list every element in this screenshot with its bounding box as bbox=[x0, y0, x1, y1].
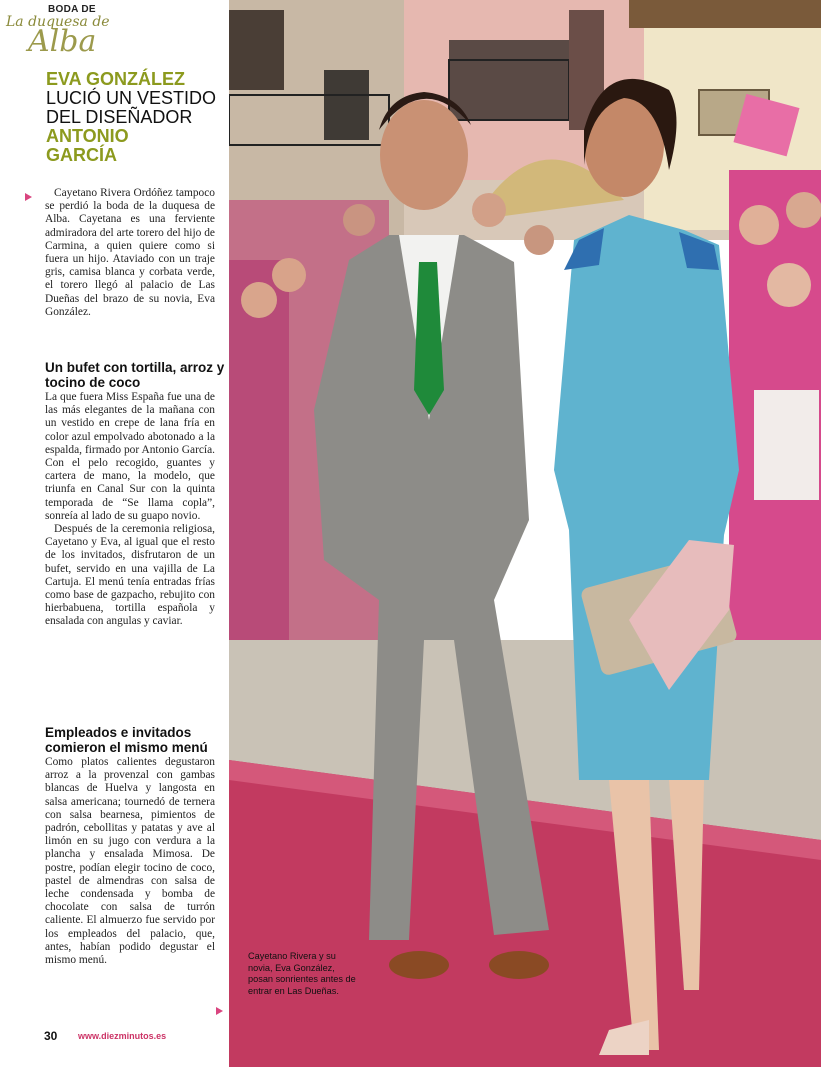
headline-line-5: GARCÍA bbox=[46, 145, 117, 165]
kicker-line-3: Alba bbox=[28, 24, 97, 59]
kicker-line-1: BODA DE bbox=[48, 4, 96, 15]
headline-line-4: ANTONIO bbox=[46, 126, 129, 146]
photo-illustration bbox=[229, 0, 821, 1067]
section2-body bbox=[45, 756, 215, 967]
kicker-line-2: La duquesa de bbox=[6, 14, 110, 30]
intro-bullet-icon bbox=[25, 193, 32, 201]
caption-bullet-icon bbox=[216, 1007, 223, 1015]
couple-photo bbox=[229, 0, 821, 1067]
page-number: 30 bbox=[44, 1029, 58, 1043]
section1-para1: La que fuera Miss España fue una de las más elegantes de la mañana con un vestido en crepe de lana fría en color azul empolvado abotonado a la espalda, firmado por Antonio García. Con el pelo recogido, guantes y cartera de mano, la modelo, que triunfa en Canal Sur con la quinta temporada de “Se llama copla”, sonreía al lado de su guapo novio. bbox=[45, 391, 215, 522]
section1-heading: Un bufet con tortilla, arroz y tocino de coco bbox=[45, 360, 225, 390]
section2-para1: Como platos calientes degustaron arroz a la provenzal con gambas blancas de Huelva y langosta en salsa americana; tournedó de ternera con salsa bearnesa, pimientos de padrón, cebollitas y patatas y ave al limón en su jugo con verdura a la plancha y ensalada Mimosa. De postre, podían elegir tocino de coco, pastel de almendras con salsa de leche condensada y bomba de chocolate con salsa de turrón caliente. El almuerzo fue servido por los empleados del palacio, que, antes, habían podido degustar el mismo menú. bbox=[45, 756, 215, 967]
section2-heading: Empleados e invitados comieron el mismo menú bbox=[45, 725, 208, 755]
intro-paragraph bbox=[45, 187, 215, 319]
photo-caption: Cayetano Rivera y su novia, Eva González, posan sonrientes antes de entrar en Las Dueñas. bbox=[248, 951, 356, 996]
section1-para2: Después de la ceremonia religiosa, Cayetano y Eva, al igual que el resto de los invitados, disfrutaron de un bufet, servido en una vajilla de La Cartuja. El menú tenía entradas frías como base de gazpacho, rebujito con hierbabuena, tortilla española y ensalada con angulas y caviar. bbox=[45, 523, 215, 628]
intro-text: Cayetano Rivera Ordóñez tampoco se perdió la boda de la duquesa de Alba. Cayetana es una ferviente admiradora del arte torero del hijo de Carmina, a quien quiere como si fuera un hijo. Ataviado con un traje gris, camisa blanca y corbata verde, el torero llegó al palacio de Las Dueñas del brazo de su novia, Eva González. bbox=[45, 187, 215, 318]
headline-line-2: LUCIÓ UN VESTIDO bbox=[46, 88, 217, 108]
section1-body bbox=[45, 391, 215, 629]
headline-line-1: EVA GONZÁLEZ bbox=[46, 69, 185, 89]
website-url: www.diezminutos.es bbox=[78, 1031, 167, 1041]
headline-line-3: DEL DISEÑADOR bbox=[46, 107, 193, 127]
article-text-column bbox=[0, 0, 228, 1067]
article-headline bbox=[46, 70, 226, 165]
